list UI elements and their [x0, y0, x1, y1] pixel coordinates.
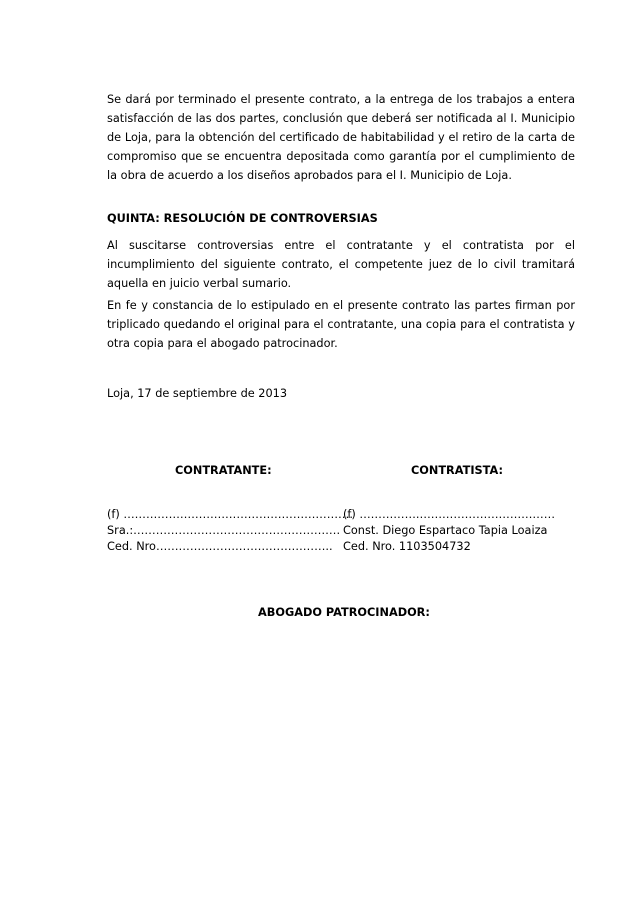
paragraph-signing: En fe y constancia de lo estipulado en el presente contrato las partes firman por triplicado quedando el original para el contratante, una copia para el contratista y otra copia para el abogado patrocinador. — [107, 299, 575, 350]
contratante-id-line: Ced. Nro……………………………………….. — [107, 540, 333, 553]
contratante-name-line: Sra.:………………………………………………. — [107, 524, 341, 537]
contratista-id-line: Ced. Nro. 1103504732 — [343, 540, 471, 553]
paragraph-termination: Se dará por terminado el presente contrato, a la entrega de los trabajos a entera satisfacción de las dos partes, conclusión que deberá ser notificada al I. Municipio de Loja, para la obtención del certificado de habitabilidad y el retiro de la carta de compromiso que se encuentra depositada como garantía por el cumplimiento de la obra de acuerdo a los diseños aprobados para el I. Municipio de Loja. — [107, 93, 575, 182]
contratante-signature-line: (f) ……………………………………………………. — [107, 508, 353, 521]
contratista-signature-line: (f) …………….……………………………… — [343, 508, 556, 521]
date-line: Loja, 17 de septiembre de 2013 — [107, 387, 288, 400]
abogado-title: ABOGADO PATROCINADOR: — [258, 606, 430, 619]
contratante-title: CONTRATANTE: — [175, 464, 272, 477]
section-heading-quinta: QUINTA: RESOLUCIÓN DE CONTROVERSIAS — [107, 212, 378, 225]
contratista-title: CONTRATISTA: — [411, 464, 503, 477]
paragraph-controversies: Al suscitarse controversias entre el contratante y el contratista por el incumplimiento del siguiente contrato, el competente juez de lo civil tramitará aquella en juicio verbal sumario. — [107, 239, 575, 290]
contratista-name-line: Const. Diego Espartaco Tapia Loaiza — [343, 524, 548, 537]
